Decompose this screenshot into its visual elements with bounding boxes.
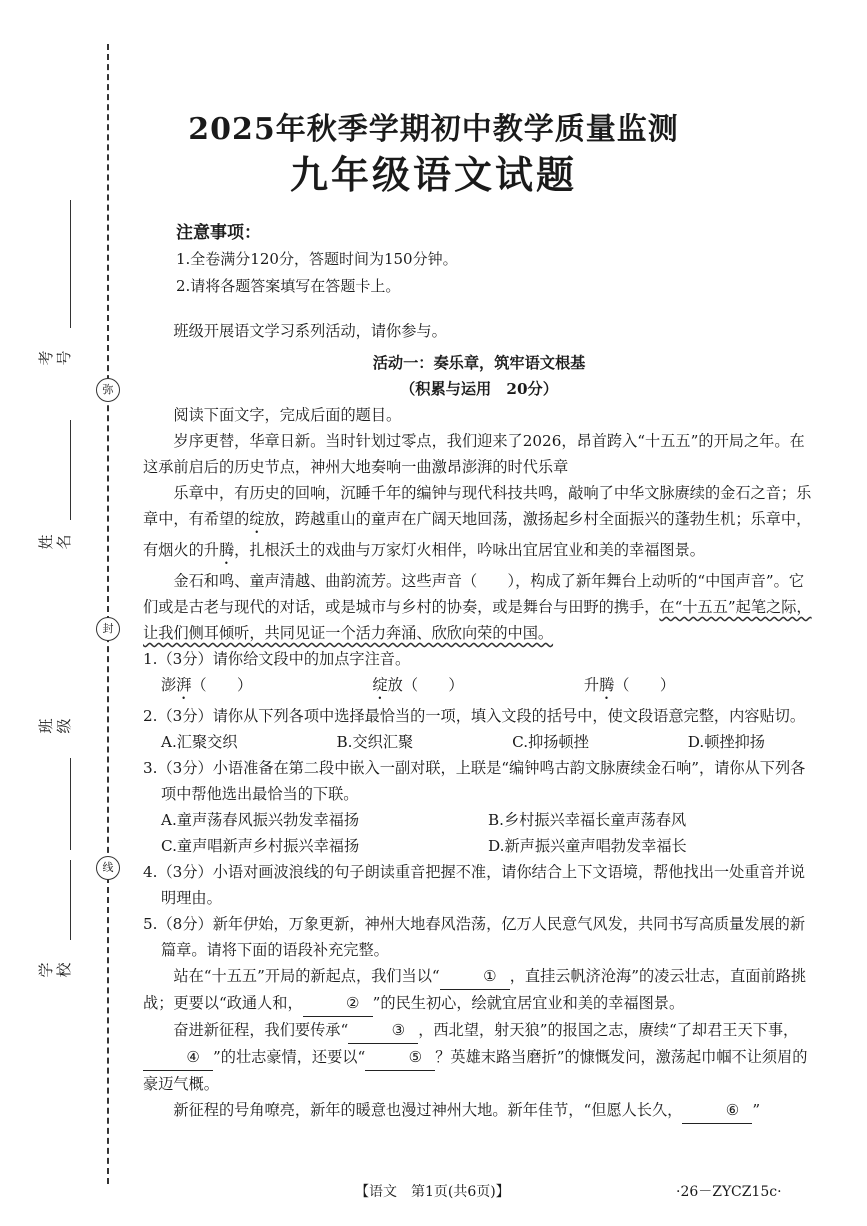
q1-item-1: 澎湃（ ） <box>161 676 253 694</box>
question-2: 2.（3分）请你从下列各项中选择最恰当的一项，填入文段的括号中，使文段语意完整，内容贴切。 <box>143 707 806 725</box>
reading-instruction: 阅读下面文字，完成后面的题目。 <box>173 406 402 424</box>
seal-mark-mi: 弥 <box>96 378 120 402</box>
seal-mark-feng: 封 <box>96 617 120 641</box>
exam-body <box>143 318 815 1124</box>
notice-item-2: 2.请将各题答案填写在答题卡上。 <box>176 277 401 295</box>
question-3-options <box>143 807 815 859</box>
exam-code: ·26－ZYCZ15c· <box>676 1184 782 1200</box>
q1-item-2: 绽放（ ） <box>372 676 464 694</box>
class-line <box>70 758 71 850</box>
blank-5[interactable]: ⑤ <box>365 1044 435 1071</box>
q2-option-b[interactable]: B.交织汇聚 <box>336 733 414 751</box>
blank-6[interactable]: ⑥ <box>682 1097 752 1124</box>
notice-heading: 注意事项： <box>176 223 261 243</box>
class-field[interactable] <box>37 640 100 840</box>
question-1: 1.（3分）请你给文段中的加点字注音。 <box>143 650 411 668</box>
reading-paragraph-1: 岁序更替，华章日新。当时针划过零点，我们迎来了2026，昂首跨入“十五五”的开局之年。在这承前启后的历史节点，神州大地奏响一曲激昂澎湃的时代乐章 <box>143 432 805 476</box>
reading-paragraph-2: 乐章中，有历史的回响，沉睡千年的编钟与现代科技共鸣，敲响了中华文脉赓续的金石之音；乐章中，有希望的绽放，跨越重山的童声在广阔天地回荡，激扬起乡村全面振兴的蓬勃生机；乐章中，有烟火的升腾，扎根沃土的戏曲与万家灯火相伴，吟咏出宜居宜业和美的幸福图景。 <box>143 484 812 559</box>
q2-option-d[interactable]: D.顿挫抑扬 <box>687 733 765 751</box>
exam-number-label: 考号 <box>37 350 73 366</box>
blank-3[interactable]: ③ <box>348 1017 418 1044</box>
school-field[interactable] <box>37 860 100 1110</box>
q1-item-3: 升腾（ ） <box>583 676 675 694</box>
page-number: 【语文 第1页(共6页)】 <box>355 1184 510 1200</box>
q3-option-d[interactable]: D.新声振兴童声唱勃发幸福长 <box>488 837 687 855</box>
binding-dashed-line <box>107 44 109 1184</box>
exam-title: 2025年秋季学期初中教学质量监测 <box>188 112 679 147</box>
q3-option-c[interactable]: C.童声唱新声乡村振兴幸福扬 <box>161 837 360 855</box>
blank-4[interactable]: ④ <box>143 1044 213 1071</box>
q5-paragraph-3: 新征程的号角嘹亮，新年的暖意也漫过神州大地。新年佳节，“但愿人长久， ⑥ ” <box>143 1097 815 1124</box>
name-line <box>70 420 71 520</box>
notice-item-1: 1.全卷满分120分，答题时间为150分钟。 <box>176 250 458 268</box>
q3-option-b[interactable]: B.乡村振兴幸福长童声荡春风 <box>488 811 687 829</box>
question-3: 3.（3分）小语准备在第二段中嵌入一副对联，上联是“编钟鸣古韵文脉赓续金石响”，请你从下列各项中帮他选出最恰当的下联。 <box>143 759 806 803</box>
blank-2[interactable]: ② <box>303 990 373 1017</box>
name-label: 姓名 <box>37 534 73 550</box>
school-label: 学校 <box>37 962 73 978</box>
q3-option-a[interactable]: A.童声荡春风振兴勃发幸福扬 <box>161 811 360 829</box>
question-1-items <box>143 672 815 703</box>
q2-option-a[interactable]: A.汇聚交织 <box>161 733 238 751</box>
name-field[interactable] <box>37 420 100 620</box>
reading-paragraph-3: 金石和鸣、童声清越、曲韵流芳。这些声音（ ），构成了新年舞台上动听的“中国声音”。它们或是古老与现代的对话，或是城市与乡村的协奏，或是舞台与田野的携手，在“十五五”起笔之际，让我们侧耳倾听，共同见证一个活力奔涌、欣欣向荣的中国。 <box>143 572 812 642</box>
q5-paragraph-1: 站在“十五五”开局的新起点，我们当以“ ① ，直挂云帆济沧海”的凌云壮志，直面前路挑战；更要以“政通人和， ② ”的民生初心，绘就宜居宜业和美的幸福图景。 <box>143 963 815 1017</box>
activity-subtitle: （积累与运用 20分） <box>400 380 558 398</box>
activity-title: 活动一：奏乐章，筑牢语文根基 <box>372 354 586 372</box>
q2-option-c[interactable]: C.抑扬顿挫 <box>512 733 589 751</box>
exam-number-field[interactable] <box>37 200 100 410</box>
class-label: 班级 <box>37 718 73 734</box>
question-2-options <box>143 729 815 755</box>
exam-subtitle: 九年级语文试题 <box>289 152 577 197</box>
exam-number-line <box>70 200 71 328</box>
school-line <box>70 860 71 940</box>
wavy-underlined-sentence: 在“十五五”起笔之际，让我们侧耳倾听，共同见证一个活力奔涌、欣欣向荣的中国。 <box>143 598 812 642</box>
blank-1[interactable]: ① <box>440 963 510 990</box>
question-5: 5.（8分）新年伊始，万象更新，神州大地春风浩荡，亿万人民意气风发，共同书写高质量发展的新篇章。请将下面的语段补充完整。 <box>143 915 806 959</box>
intro-text: 班级开展语文学习系列活动，请你参与。 <box>173 322 447 340</box>
question-4: 4.（3分）小语对画波浪线的句子朗读重音把握不准，请你结合上下文语境，帮他找出一处重音并说明理由。 <box>143 863 806 907</box>
q5-paragraph-2: 奋进新征程，我们要传承“ ③ ，西北望，射天狼”的报国之志，赓续“了却君王天下事，④ ”的壮志豪情，还要以“ ⑤ ？英雄末路当磨折”的慷慨发问，激荡起巾帼不让须眉的豪迈气概。 <box>143 1017 815 1097</box>
seal-mark-xian: 线 <box>96 856 120 880</box>
